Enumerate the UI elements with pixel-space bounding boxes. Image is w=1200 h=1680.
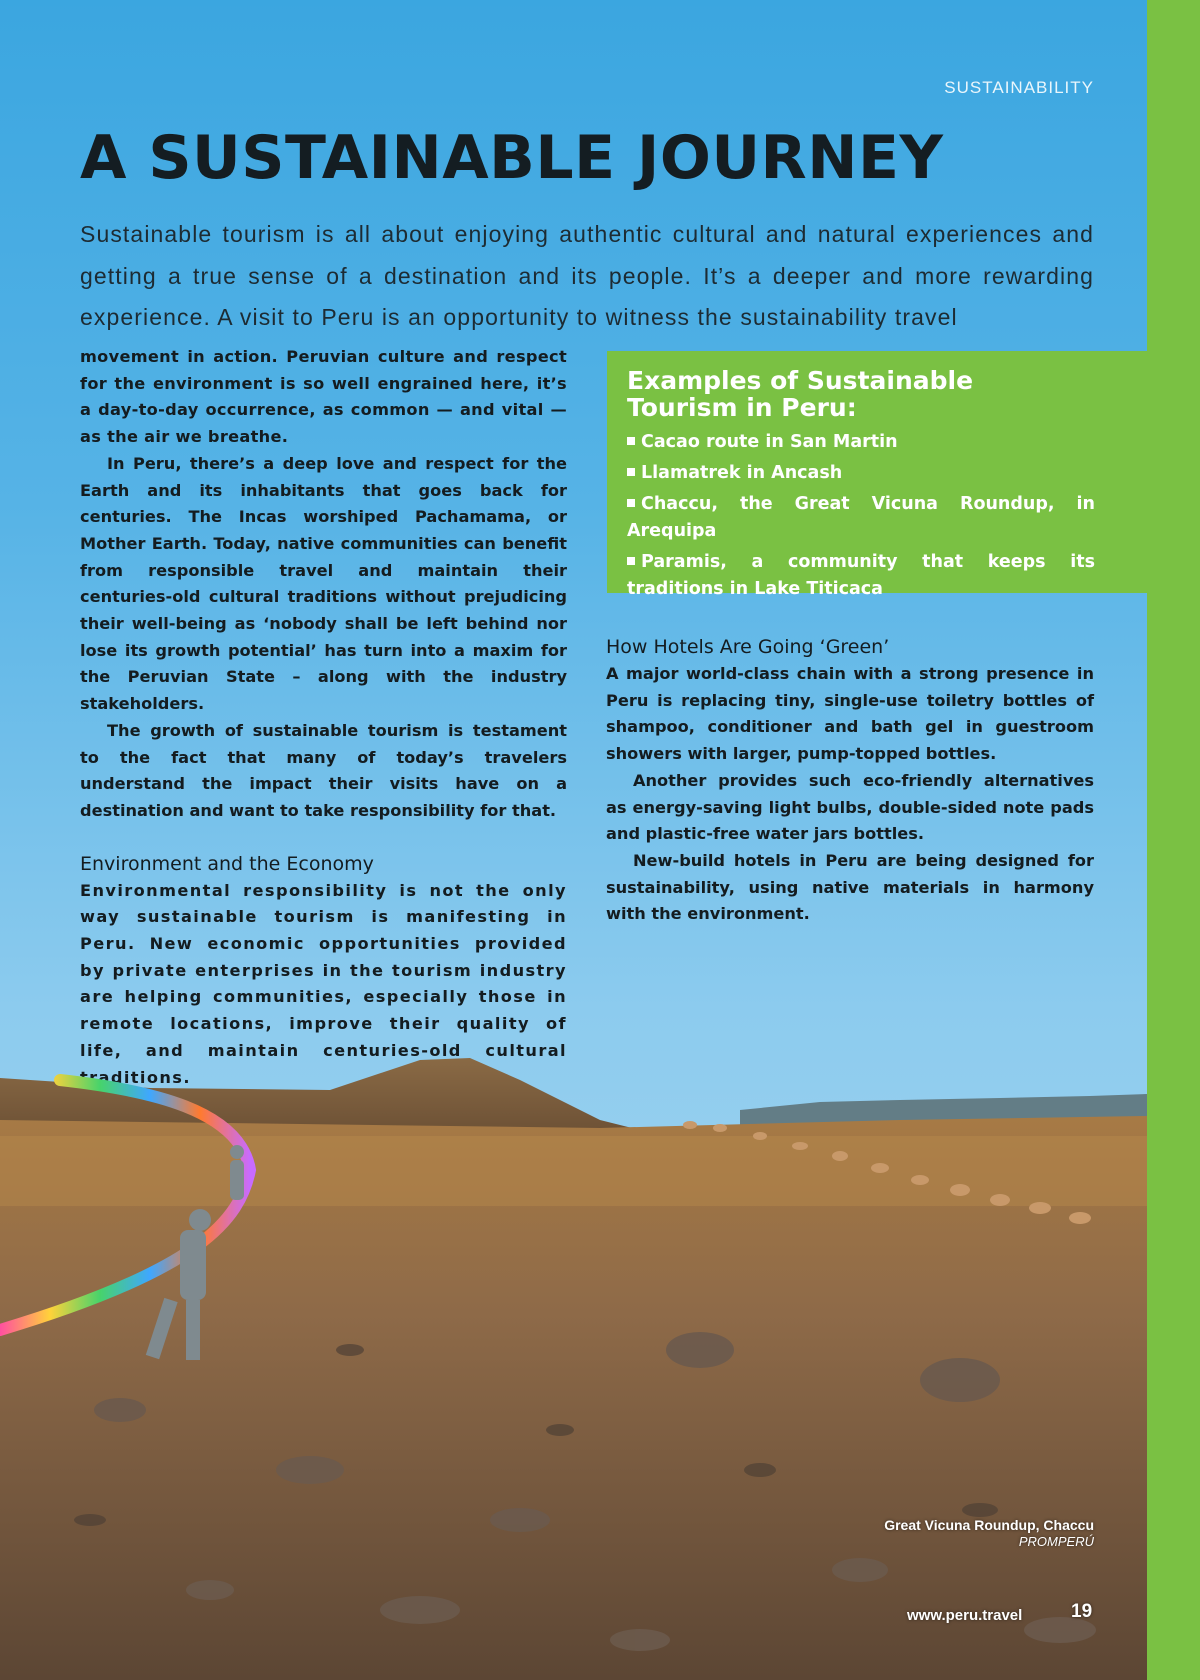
square-bullet-icon (627, 499, 635, 507)
list-item-text: Paramis, a community that keeps its traditions in Lake Titicaca (627, 552, 1095, 599)
body-paragraph: A major world-class chain with a strong presence in Peru is replacing tiny, single-use toiletry bottles of shampoo, conditioner and bath gel in guestroom showers with larger, pump-topped bottles. (606, 664, 1094, 764)
accent-side-bar (1147, 0, 1200, 1680)
caption-title: Great Vicuna Roundup, Chaccu (884, 1517, 1094, 1533)
list-item-text: Cacao route in San Martin (641, 432, 898, 452)
left-column (80, 344, 567, 1091)
landscape-photo (0, 1050, 1147, 1680)
list-item (627, 460, 1095, 487)
body-paragraph: In Peru, there’s a deep love and respect for the Earth and its inhabitants that goes back for centuries. The Incas worshiped Pachamama, or Mother Earth. Today, native communities can benefit from responsible travel and maintain their centuries-old cultural traditions without prejudicing their well-being as ‘nobody shall be left behind nor lose its growth potential’ has turn into a maxim for the Peruvian State – along with the industry stakeholders. (80, 453, 567, 714)
list-item (627, 429, 1095, 456)
body-paragraph: movement in action. Peruvian culture and respect for the environment is so well engrained here, it’s a day-to-day occurrence, as common — and vital — as the air we breathe. (80, 347, 567, 447)
body-paragraph: New-build hotels in Peru are being designed for sustainability, using native materials in harmony with the environment. (606, 850, 1094, 924)
sustainable-examples-box (607, 351, 1147, 599)
sidebar-title: Examples of Sustainable Tourism in Peru: (627, 366, 974, 422)
page-title: A SUSTAINABLE JOURNEY (80, 123, 944, 193)
list-item (627, 491, 1095, 545)
examples-list (627, 429, 1095, 603)
section-label: SUSTAINABILITY (944, 78, 1094, 97)
photo-credit: PROMPERÚ (1018, 1534, 1094, 1549)
subheading-hotels-green: How Hotels Are Going ‘Green’ (606, 636, 890, 658)
photo-caption (884, 1517, 1094, 1550)
body-paragraph: The growth of sustainable tourism is testament to the fact that many of today’s travelers understand the impact their visits have on a destination and want to take responsibility for that. (80, 720, 567, 820)
square-bullet-icon (627, 468, 635, 476)
intro-paragraph: Sustainable tourism is all about enjoying authentic cultural and natural experiences and getting a true sense of a destination and its people. It’s a deeper and more rewarding experience. A visit to Peru is an opportunity to witness the sustainability travel (80, 221, 1094, 330)
square-bullet-icon (627, 557, 635, 565)
list-item-text: Chaccu, the Great Vicuna Roundup, in Arequipa (627, 494, 1095, 541)
subheading-environment-economy: Environment and the Economy (80, 852, 374, 875)
page-number: 19 (1071, 1601, 1093, 1622)
vicuna-roundup-illustration (0, 1050, 1147, 1680)
list-item (627, 549, 1095, 603)
body-paragraph: Environmental responsibility is not the only way sustainable tourism is manifesting in Peru. New economic opportunities provided by private enterprises in the tourism industry are helping communities, especially those in remote locations, improve their quality of life, and maintain centuries-old cultural traditions. (80, 880, 567, 1087)
list-item-text: Llamatrek in Ancash (641, 463, 843, 483)
footer-url-link[interactable]: www.peru.travel (907, 1607, 1023, 1624)
square-bullet-icon (627, 437, 635, 445)
body-paragraph: Another provides such eco-friendly alternatives as energy-saving light bulbs, double-sided note pads and plastic-free water jars bottles. (606, 770, 1094, 844)
right-column (606, 634, 1094, 928)
